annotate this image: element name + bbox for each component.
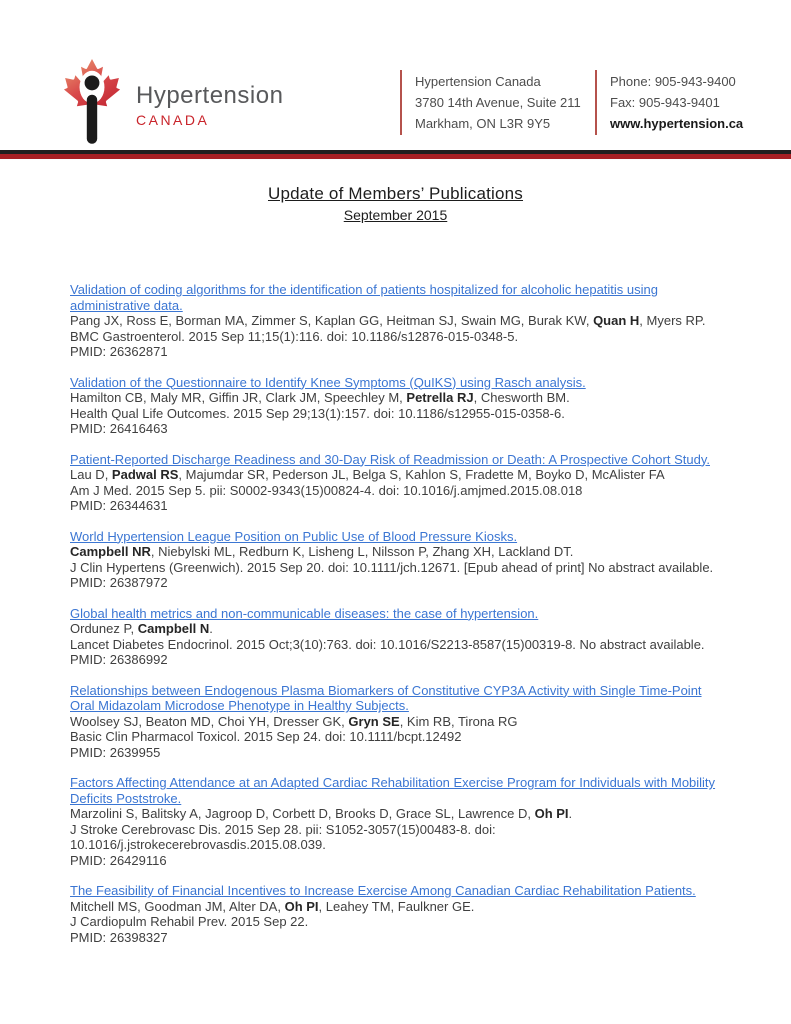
publication-title-link[interactable]: World Hypertension League Position on Public Use of Blood Pressure Kiosks.: [70, 528, 518, 544]
publication-title-link[interactable]: Validation of coding algorithms for the identification of patients hospitalized for alcoholic hepatitis using administrative data.: [70, 282, 658, 313]
publication-entry: [70, 883, 720, 945]
publication-citation: Lancet Diabetes Endocrinol. 2015 Oct;3(10):763. doi: 10.1016/S2213-8587(15)00319-8. No abstract available.: [70, 636, 705, 652]
maple-leaf-i-icon: [54, 58, 130, 150]
phone-line: Phone: 905-943-9400: [610, 74, 736, 89]
publication-title-row: [70, 883, 720, 899]
publication-entry: [70, 775, 720, 868]
publication-pmid: PMID: 26416463: [70, 421, 168, 436]
logo-brand-country: CANADA: [136, 112, 210, 128]
address-block: [400, 70, 581, 135]
publication-authors: Hamilton CB, Maly MR, Giffin JR, Clark JM, Speechley M, Petrella RJ, Chesworth BM.: [70, 390, 570, 405]
publication-pmid: PMID: 26387972: [70, 575, 168, 590]
header-divider-bar: [0, 150, 791, 159]
address-line-city: Markham, ON L3R 9Y5: [415, 116, 551, 131]
publication-title-row: [70, 775, 720, 806]
publication-entry: [70, 375, 720, 437]
publication-pmid: PMID: 26386992: [70, 652, 168, 667]
page-subtitle: September 2015: [343, 207, 448, 223]
publication-citation: BMC Gastroenterol. 2015 Sep 11;15(1):116. doi: 10.1186/s12876-015-0348-5.: [70, 328, 519, 344]
publication-authors: Lau D, Padwal RS, Majumdar SR, Pederson JL, Belga S, Kahlon S, Fradette M, Boyko D, McAlister FA: [70, 467, 665, 482]
hypertension-canada-logo: [54, 58, 283, 150]
publication-title-row: [70, 282, 720, 313]
publication-title-link[interactable]: Patient-Reported Discharge Readiness and 30-Day Risk of Readmission or Death: A Prospective Cohort Study.: [70, 451, 710, 467]
publication-title-link[interactable]: Validation of the Questionnaire to Identify Knee Symptoms (QuIKS) using Rasch analysis.: [70, 374, 586, 390]
publication-authors: Mitchell MS, Goodman JM, Alter DA, Oh PI, Leahey TM, Faulkner GE.: [70, 898, 475, 914]
publication-entry: [70, 452, 720, 514]
contact-block: [595, 70, 743, 135]
publication-title-row: [70, 529, 720, 545]
publication-title-row: [70, 452, 720, 468]
publication-authors: Ordunez P, Campbell N.: [70, 621, 213, 636]
publication-title-link[interactable]: Global health metrics and non-communicable diseases: the case of hypertension.: [70, 605, 539, 621]
publication-entry: [70, 606, 720, 668]
publication-authors: Campbell NR, Niebylski ML, Redburn K, Lisheng L, Nilsson P, Zhang XH, Lackland DT.: [70, 544, 574, 559]
publication-citation: J Clin Hypertens (Greenwich). 2015 Sep 20. doi: 10.1111/jch.12671. [Epub ahead of print] No abstract available.: [70, 559, 714, 575]
logo-wordmark: [136, 58, 283, 127]
publications-list: [70, 282, 720, 960]
publication-pmid: PMID: 26344631: [70, 498, 168, 513]
publication-entry: [70, 683, 720, 761]
publication-citation: Health Qual Life Outcomes. 2015 Sep 29;13(1):157. doi: 10.1186/s12955-015-0358-6.: [70, 405, 565, 421]
publication-citation: Basic Clin Pharmacol Toxicol. 2015 Sep 24. doi: 10.1111/bcpt.12492: [70, 729, 462, 744]
publication-entry: [70, 282, 720, 360]
publication-title-row: [70, 606, 720, 622]
address-line-street: 3780 14th Avenue, Suite 211: [415, 95, 581, 110]
publication-title-row: [70, 375, 720, 391]
publication-pmid: PMID: 26362871: [70, 344, 168, 359]
publication-authors: Woolsey SJ, Beaton MD, Choi YH, Dresser GK, Gryn SE, Kim RB, Tirona RG: [70, 713, 518, 729]
publication-citation: J Cardiopulm Rehabil Prev. 2015 Sep 22.: [70, 914, 309, 929]
publication-pmid: PMID: 26398327: [70, 929, 168, 945]
publication-title-link[interactable]: Relationships between Endogenous Plasma Biomarkers of Constitutive CYP3A Activity with Single Time-Point Oral Midazolam Microdose Phenotype in Healthy Subjects.: [70, 682, 702, 713]
publication-title-link[interactable]: The Feasibility of Financial Incentives to Increase Exercise Among Canadian Cardiac Rehabilitation Patients.: [70, 883, 696, 898]
publication-citation: J Stroke Cerebrovasc Dis. 2015 Sep 28. pii: S1052-3057(15)00483-8. doi: 10.1016/j.jstrokecerebrovasdis.2015.08.039.: [70, 821, 496, 852]
divider-red-stripe: [0, 154, 791, 159]
publication-title-row: [70, 683, 720, 714]
publication-pmid: PMID: 2639955: [70, 744, 161, 760]
website-url: www.hypertension.ca: [610, 116, 744, 131]
publication-authors: Marzolini S, Balitsky A, Jagroop D, Corbett D, Brooks D, Grace SL, Lawrence D, Oh PI.: [70, 806, 573, 821]
publication-authors: Pang JX, Ross E, Borman MA, Zimmer S, Kaplan GG, Heitman SJ, Swain MG, Burak KW, Quan H, Myers RP.: [70, 313, 706, 328]
logo-brand-name: Hypertension: [136, 82, 284, 109]
title-block: [0, 184, 791, 223]
publication-title-link[interactable]: Factors Affecting Attendance at an Adapted Cardiac Rehabilitation Exercise Program for Individuals with Mobility Deficits Poststroke.: [70, 775, 716, 806]
publication-pmid: PMID: 26429116: [70, 852, 167, 868]
publication-citation: Am J Med. 2015 Sep 5. pii: S0002-9343(15)00824-4. doi: 10.1016/j.amjmed.2015.08.018: [70, 482, 583, 498]
publication-entry: [70, 529, 720, 591]
fax-line: Fax: 905-943-9401: [610, 95, 720, 110]
page-title: Update of Members’ Publications: [267, 184, 524, 203]
address-line-org: Hypertension Canada: [415, 74, 541, 89]
